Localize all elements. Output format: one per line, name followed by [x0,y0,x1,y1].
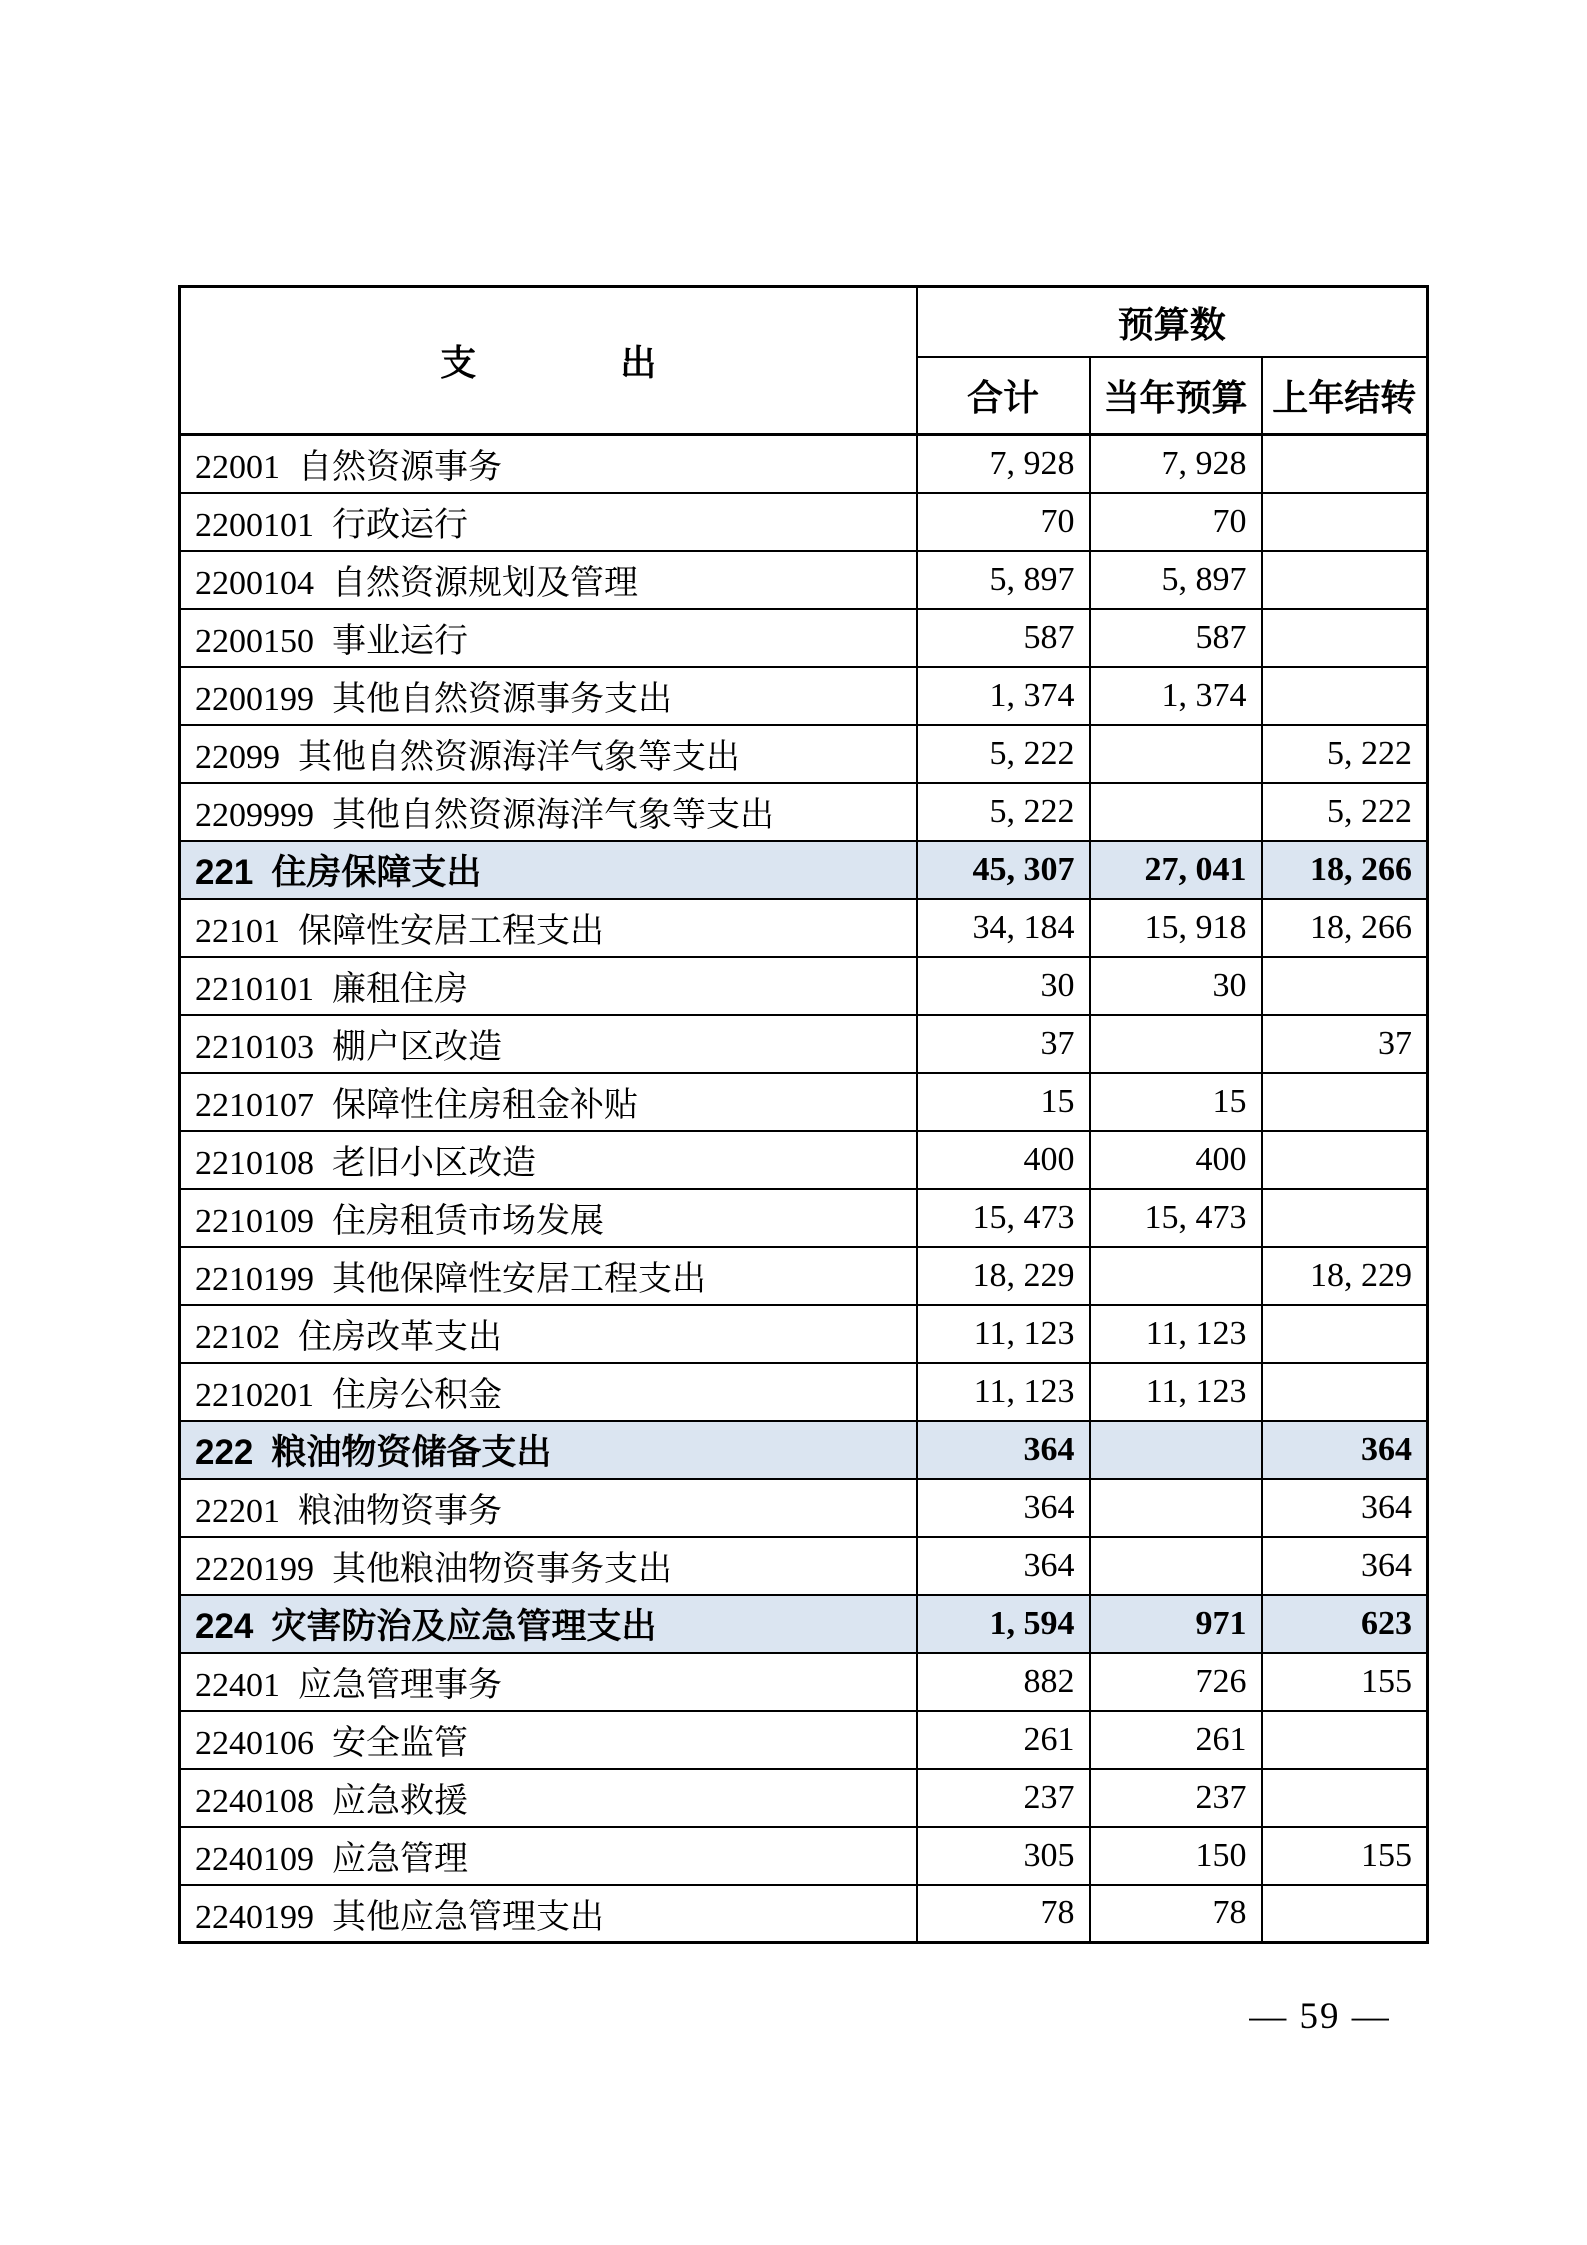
row-carryover: 18, 266 [1262,899,1428,957]
table-row [180,1189,1428,1247]
row-name: 灾害防治及应急管理支出 [271,1606,657,1646]
row-code: 2200101 [195,507,314,544]
row-code: 2210101 [195,971,314,1008]
row-name: 事业运行 [332,623,468,660]
page-number: — 59 — [1249,1996,1391,2037]
column-header-expenditure: 支 出 [180,287,917,435]
table-row [180,609,1428,667]
table-row [180,1073,1428,1131]
row-current-year [1090,1537,1262,1595]
row-name: 住房公积金 [332,1377,502,1414]
row-current-year: 15, 473 [1090,1189,1262,1247]
row-label [180,1537,917,1595]
row-label [180,1189,917,1247]
table-header [180,287,1428,435]
table-body [180,435,1428,1943]
row-total: 15, 473 [917,1189,1090,1247]
row-name: 其他粮油物资事务支出 [332,1551,672,1588]
row-current-year: 78 [1090,1885,1262,1943]
row-label [180,1827,917,1885]
row-code: 22101 [195,913,280,950]
row-total: 18, 229 [917,1247,1090,1305]
table-row [180,1421,1428,1479]
row-code: 2200150 [195,623,314,660]
row-name: 住房改革支出 [298,1319,502,1356]
row-total: 5, 897 [917,551,1090,609]
row-carryover [1262,435,1428,493]
row-carryover [1262,493,1428,551]
row-label [180,551,917,609]
row-name: 其他保障性安居工程支出 [332,1261,706,1298]
row-carryover: 5, 222 [1262,725,1428,783]
row-code: 22201 [195,1493,280,1530]
row-carryover [1262,957,1428,1015]
row-label [180,1479,917,1537]
row-code: 22401 [195,1667,280,1704]
row-carryover: 18, 266 [1262,841,1428,899]
budget-table [178,285,1429,1944]
row-label [180,841,917,899]
row-total: 34, 184 [917,899,1090,957]
row-current-year [1090,725,1262,783]
row-current-year: 11, 123 [1090,1363,1262,1421]
column-header-carryover: 上年结转 [1262,357,1428,435]
row-code: 2200199 [195,681,314,718]
row-name: 粮油物资事务 [298,1493,502,1530]
row-carryover [1262,1073,1428,1131]
row-code: 2210201 [195,1377,314,1414]
row-current-year: 261 [1090,1711,1262,1769]
row-current-year: 150 [1090,1827,1262,1885]
row-total: 5, 222 [917,783,1090,841]
row-code: 2240106 [195,1725,314,1762]
row-label [180,609,917,667]
table-row [180,1653,1428,1711]
row-carryover: 37 [1262,1015,1428,1073]
row-name: 应急管理 [332,1841,468,1878]
table-row [180,1537,1428,1595]
row-label [180,1131,917,1189]
row-name: 住房保障支出 [271,852,482,892]
row-total: 7, 928 [917,435,1090,493]
row-carryover: 364 [1262,1537,1428,1595]
row-code: 2240108 [195,1783,314,1820]
row-total: 364 [917,1537,1090,1595]
table-row [180,435,1428,493]
row-carryover: 155 [1262,1653,1428,1711]
column-header-current-year: 当年预算 [1090,357,1262,435]
row-code: 22102 [195,1319,280,1356]
row-carryover [1262,667,1428,725]
row-carryover [1262,551,1428,609]
column-header-budget-group: 预算数 [917,287,1428,358]
row-total: 1, 594 [917,1595,1090,1653]
row-label [180,783,917,841]
row-carryover: 18, 229 [1262,1247,1428,1305]
row-current-year: 5, 897 [1090,551,1262,609]
row-label [180,1073,917,1131]
row-current-year: 15, 918 [1090,899,1262,957]
row-label [180,957,917,1015]
row-code: 2200104 [195,565,314,602]
row-name: 安全监管 [332,1725,468,1762]
row-carryover [1262,1769,1428,1827]
table-row [180,841,1428,899]
table-row [180,783,1428,841]
column-header-total: 合计 [917,357,1090,435]
header-row-group [180,287,1428,358]
row-name: 保障性安居工程支出 [298,913,604,950]
row-label [180,1885,917,1943]
row-carryover: 364 [1262,1479,1428,1537]
row-label [180,1421,917,1479]
row-code: 2210109 [195,1203,314,1240]
table-row [180,1015,1428,1073]
row-code: 2210199 [195,1261,314,1298]
table-row [180,1305,1428,1363]
row-name: 应急救援 [332,1783,468,1820]
table-row [180,1363,1428,1421]
row-total: 70 [917,493,1090,551]
row-total: 587 [917,609,1090,667]
row-label [180,725,917,783]
row-total: 37 [917,1015,1090,1073]
row-code: 2210103 [195,1029,314,1066]
row-current-year: 237 [1090,1769,1262,1827]
row-total: 30 [917,957,1090,1015]
row-current-year: 15 [1090,1073,1262,1131]
row-current-year: 7, 928 [1090,435,1262,493]
table-row [180,899,1428,957]
row-current-year: 27, 041 [1090,841,1262,899]
table-row [180,1131,1428,1189]
row-label [180,1653,917,1711]
row-name: 其他自然资源事务支出 [332,681,672,718]
row-label [180,899,917,957]
row-label [180,1711,917,1769]
row-total: 882 [917,1653,1090,1711]
row-code: 2210107 [195,1087,314,1124]
row-current-year [1090,1247,1262,1305]
table-row [180,667,1428,725]
table-row [180,1595,1428,1653]
row-name: 自然资源规划及管理 [332,565,638,602]
row-current-year [1090,1421,1262,1479]
row-label [180,1305,917,1363]
table-row [180,1827,1428,1885]
row-name: 自然资源事务 [298,449,502,487]
row-carryover [1262,1711,1428,1769]
row-total: 237 [917,1769,1090,1827]
row-label [180,1769,917,1827]
row-name: 保障性住房租金补贴 [332,1087,638,1124]
row-name: 老旧小区改造 [332,1145,536,1182]
row-label [180,1247,917,1305]
row-label [180,1595,917,1653]
row-total: 400 [917,1131,1090,1189]
row-name: 应急管理事务 [298,1667,502,1704]
row-code: 222 [195,1432,254,1472]
row-label [180,435,917,493]
row-code: 221 [195,852,254,892]
row-total: 5, 222 [917,725,1090,783]
row-carryover: 5, 222 [1262,783,1428,841]
row-label [180,493,917,551]
row-label [180,667,917,725]
row-total: 45, 307 [917,841,1090,899]
row-name: 住房租赁市场发展 [332,1203,604,1240]
row-code: 224 [195,1606,254,1646]
table-row [180,1479,1428,1537]
table-row [180,725,1428,783]
row-code: 2220199 [195,1551,314,1588]
row-total: 261 [917,1711,1090,1769]
row-carryover: 623 [1262,1595,1428,1653]
row-current-year [1090,1015,1262,1073]
row-name: 行政运行 [332,507,468,544]
row-total: 78 [917,1885,1090,1943]
row-total: 1, 374 [917,667,1090,725]
row-current-year: 400 [1090,1131,1262,1189]
row-carryover: 155 [1262,1827,1428,1885]
row-label [180,1363,917,1421]
row-current-year: 70 [1090,493,1262,551]
row-carryover: 364 [1262,1421,1428,1479]
table-row [180,493,1428,551]
row-carryover [1262,1885,1428,1943]
row-name: 其他自然资源海洋气象等支出 [332,797,774,834]
row-current-year: 11, 123 [1090,1305,1262,1363]
table-row [180,551,1428,609]
row-name: 其他自然资源海洋气象等支出 [298,739,740,776]
row-total: 11, 123 [917,1305,1090,1363]
table-row [180,1769,1428,1827]
row-code: 22099 [195,739,280,776]
row-carryover [1262,609,1428,667]
row-name: 粮油物资储备支出 [271,1432,552,1472]
row-code: 2210108 [195,1145,314,1182]
row-total: 364 [917,1479,1090,1537]
row-code: 2240109 [195,1841,314,1878]
row-name: 廉租住房 [332,971,468,1008]
row-carryover [1262,1305,1428,1363]
row-current-year: 726 [1090,1653,1262,1711]
row-current-year: 1, 374 [1090,667,1262,725]
row-current-year [1090,1479,1262,1537]
table-row [180,1247,1428,1305]
row-total: 15 [917,1073,1090,1131]
row-current-year: 30 [1090,957,1262,1015]
row-label [180,1015,917,1073]
row-current-year: 971 [1090,1595,1262,1653]
row-carryover [1262,1363,1428,1421]
row-current-year: 587 [1090,609,1262,667]
row-name: 棚户区改造 [332,1029,502,1066]
row-name: 其他应急管理支出 [332,1898,604,1936]
row-total: 305 [917,1827,1090,1885]
row-total: 364 [917,1421,1090,1479]
row-current-year [1090,783,1262,841]
row-carryover [1262,1189,1428,1247]
table-row [180,1711,1428,1769]
row-code: 2209999 [195,797,314,834]
table-row [180,957,1428,1015]
table-row [180,1885,1428,1943]
row-carryover [1262,1131,1428,1189]
row-code: 22001 [195,449,280,487]
row-total: 11, 123 [917,1363,1090,1421]
row-code: 2240199 [195,1898,314,1936]
